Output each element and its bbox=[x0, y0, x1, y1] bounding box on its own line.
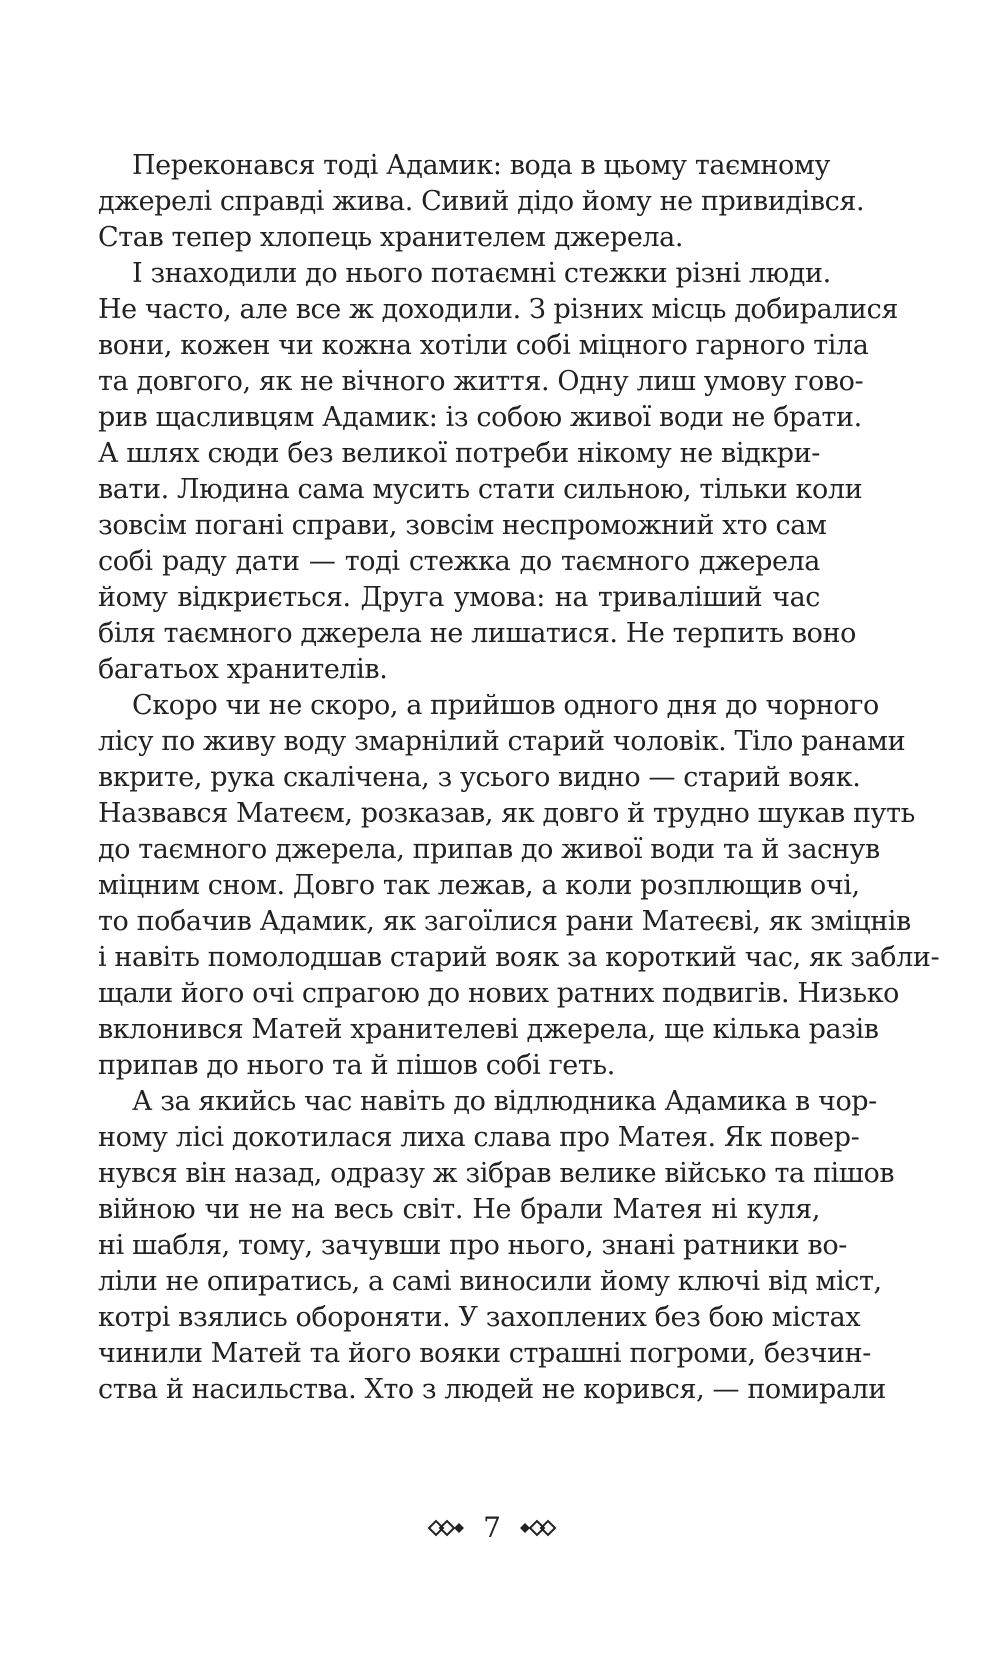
text-line: щали його очі спрагою до нових ратних подвигів. Низько bbox=[98, 978, 900, 1009]
page-text bbox=[98, 148, 940, 1408]
text-line: вкрите, рука скалічена, з усього видно — старий вояк. bbox=[98, 762, 861, 793]
text-line: ні шабля, тому, зачувши про нього, знані ратники во- bbox=[98, 1230, 847, 1261]
text-line: Назвався Матеєм, розказав, як довго й трудно шукав путь bbox=[98, 798, 915, 829]
diamond-ornament-icon bbox=[517, 1518, 557, 1538]
text-line: Став тепер хлопець хранителем джерела. bbox=[98, 222, 684, 253]
text-line: йому відкриється. Друга умова: на триваліший час bbox=[98, 582, 820, 613]
text-line: собі раду дати — тоді стежка до таємного джерела bbox=[98, 546, 820, 577]
text-line: лісу по живу воду змарнілий старий чоловік. Тіло ранами bbox=[98, 726, 906, 757]
paragraph bbox=[98, 148, 865, 256]
text-line: міцним сном. Довго так лежав, а коли розплющив очі, bbox=[98, 870, 860, 901]
text-line: багатьох хранителів. bbox=[98, 654, 388, 685]
text-line: до таємного джерела, припав до живої води та й заснув bbox=[98, 834, 880, 865]
paragraph bbox=[98, 688, 940, 1084]
text-line: А шлях сюди без великої потреби нікому не відкри- bbox=[98, 438, 820, 469]
text-line: біля таємного джерела не лишатися. Не терпить воно bbox=[98, 618, 856, 649]
text-line: рив щасливцям Адамик: із собою живої води не брати. bbox=[98, 402, 862, 433]
text-line: ліли не опиратись, а самі виносили йому ключі від міст, bbox=[98, 1266, 882, 1297]
text-line: Переконався тоді Адамик: вода в цьому таємному bbox=[132, 150, 830, 181]
text-line: війною чи не на весь світ. Не брали Матея ні куля, bbox=[98, 1194, 820, 1225]
text-line: і навіть помолодшав старий вояк за короткий час, як забли- bbox=[98, 942, 940, 973]
text-line: котрі взялись обороняти. У захоплених без бою містах bbox=[98, 1302, 861, 1333]
text-line: нувся він назад, одразу ж зібрав велике військо та пішов bbox=[98, 1158, 895, 1189]
text-line: то побачив Адамик, як загоїлися рани Матеєві, як зміцнів bbox=[98, 906, 911, 937]
text-line: зовсім погані справи, зовсім неспроможний хто сам bbox=[98, 510, 827, 541]
text-line: припав до нього та й пішов собі геть. bbox=[98, 1050, 615, 1081]
paragraph bbox=[98, 256, 899, 688]
paragraph bbox=[98, 1084, 895, 1408]
diamond-ornament-icon bbox=[427, 1518, 467, 1538]
text-line: та довгого, як не вічного життя. Одну лиш умову гово- bbox=[98, 366, 864, 397]
text-line: ному лісі докотилася лиха слава про Матея. Як повер- bbox=[98, 1122, 860, 1153]
text-line: вклонився Матей хранителеві джерела, ще кілька разів bbox=[98, 1014, 879, 1045]
text-line: А за якийсь час навіть до відлюдника Адамика в чор- bbox=[132, 1086, 877, 1117]
text-line: чинили Матей та його вояки страшні погроми, безчин- bbox=[98, 1338, 871, 1369]
text-line: ства й насильства. Хто з людей не корився, — помирали bbox=[98, 1374, 886, 1405]
text-line: вони, кожен чи кожна хотіли собі міцного гарного тіла bbox=[98, 330, 869, 361]
page-number: 7 bbox=[483, 1511, 501, 1544]
text-line: вати. Людина сама мусить стати сильною, тільки коли bbox=[98, 474, 863, 505]
text-line: Не часто, але все ж доходили. З різних місць добиралися bbox=[98, 294, 899, 325]
page-footer bbox=[0, 1508, 984, 1548]
text-line: джерелі справді жива. Сивий дідо йому не привидівся. bbox=[98, 186, 865, 217]
text-line: Скоро чи не скоро, а прийшов одного дня до чорного bbox=[132, 690, 879, 721]
text-line: І знаходили до нього потаємні стежки різні люди. bbox=[132, 258, 831, 289]
